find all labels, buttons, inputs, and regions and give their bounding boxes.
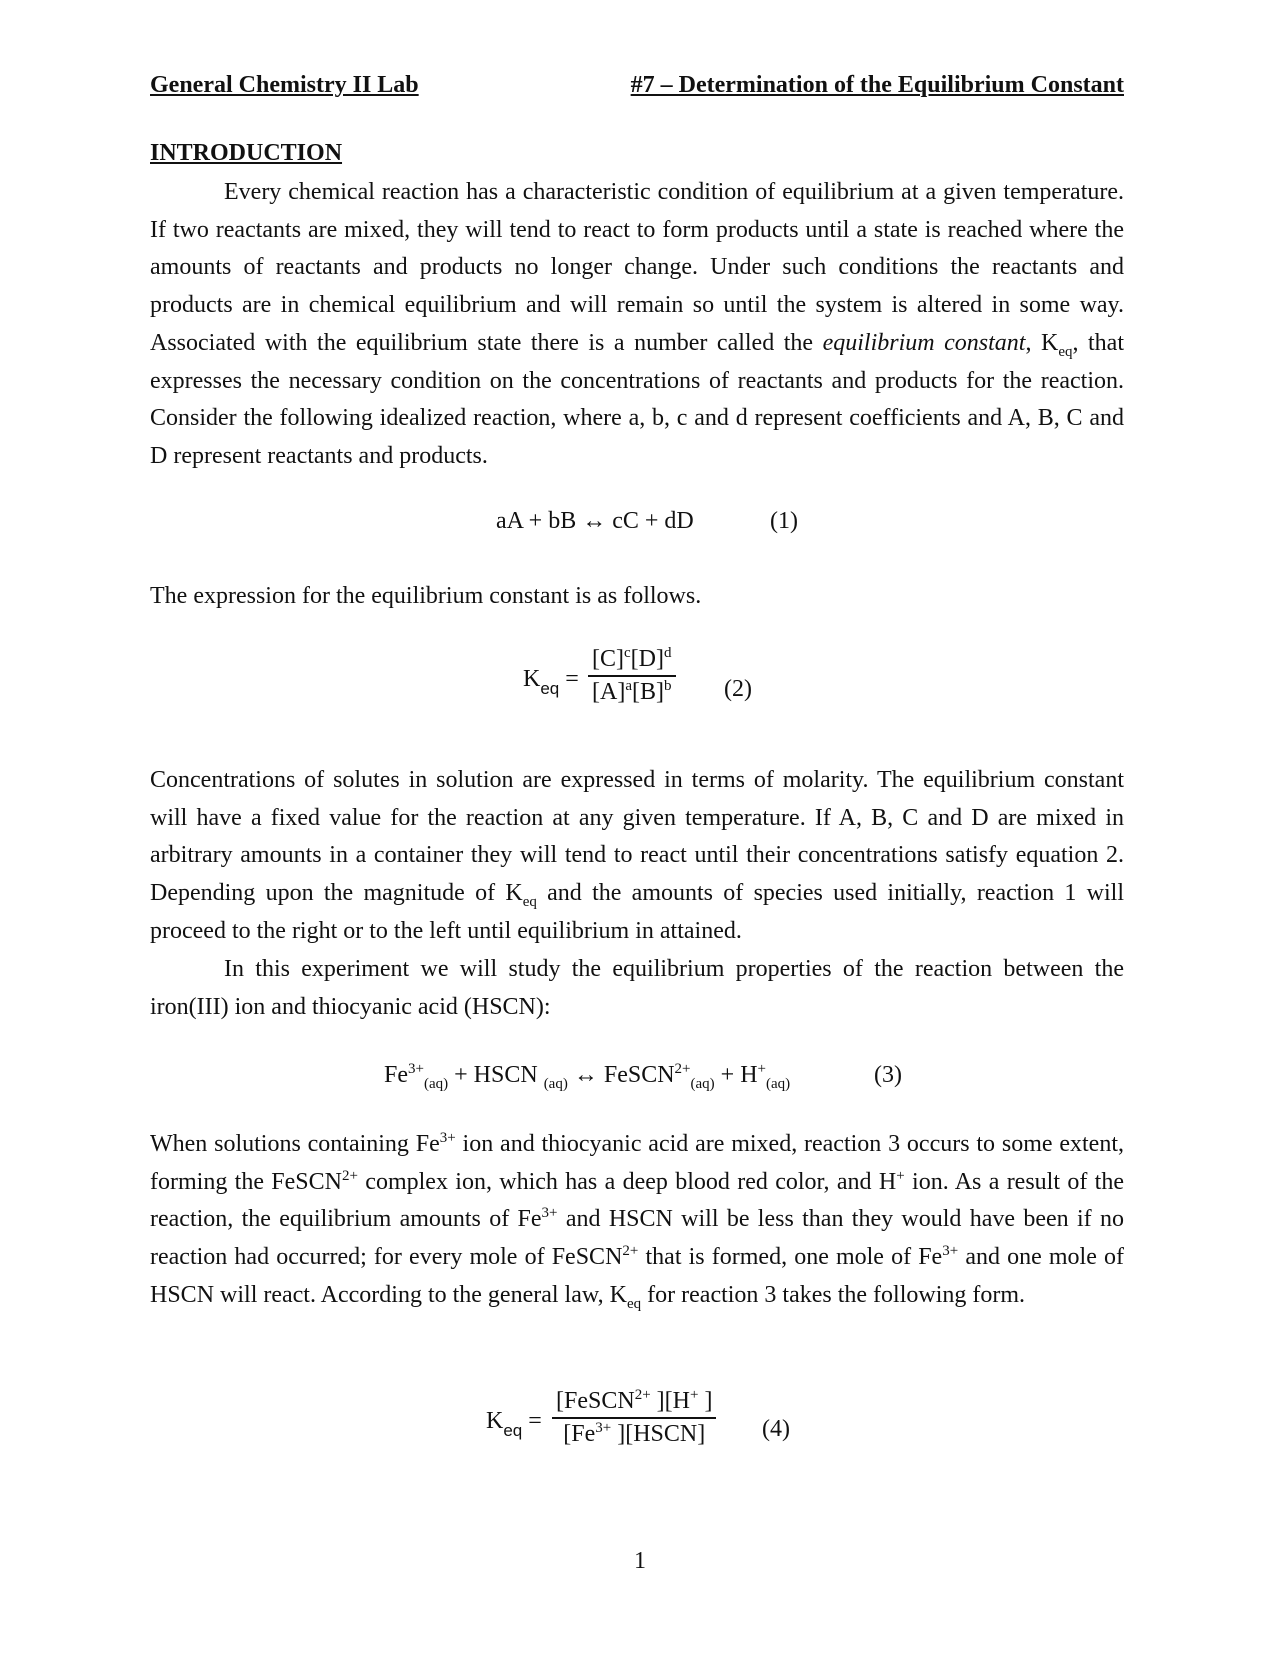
- text-run: for reaction 3 takes the following form.: [641, 1281, 1026, 1308]
- text-run: Every chemical reaction has a characteristic condition of equilibrium at a given temperature. If two reactants are mixed, they will tend to react to form products until a state is reached where the amounts of reactants and products no longer change. Under such conditions the reactants and products are in chemical equilibrium and will remain so until the system is altered in some way. Associated with the equilibrium state there is a number called the: [150, 179, 1124, 356]
- term: [B]: [632, 678, 664, 705]
- numerator: [552, 1388, 716, 1417]
- subscript: eq: [540, 679, 560, 698]
- term: + HSCN: [448, 1062, 544, 1088]
- term: ][H: [650, 1388, 690, 1414]
- paragraph: The expression for the equilibrium constant is as follows.: [150, 583, 702, 609]
- term: FeSCN: [603, 1062, 675, 1088]
- k-letter: K: [486, 1408, 504, 1434]
- equals-sign: =: [565, 666, 579, 692]
- equation-number: (3): [874, 1062, 902, 1088]
- subscript: eq: [522, 893, 537, 910]
- superscript: 3+: [408, 1061, 424, 1077]
- text-run: and the amounts of species used initially, reaction 1 will proceed to the right or to the left until equilibrium in attained.: [150, 880, 1125, 944]
- numerator: [588, 646, 676, 675]
- term: + H: [714, 1062, 758, 1088]
- text-run: and one mole of HSCN will react. According to the general law, K: [150, 1244, 1124, 1308]
- superscript: 3+: [541, 1205, 558, 1222]
- fraction: [588, 646, 676, 706]
- superscript: 3+: [439, 1130, 456, 1146]
- subscript: eq: [1058, 343, 1073, 360]
- superscript: b: [664, 677, 672, 694]
- course-title: General Chemistry II Lab: [150, 72, 419, 98]
- text-run: that is formed, one mole of Fe: [638, 1244, 943, 1271]
- paragraph: In this experiment we will study the equilibrium properties of the reaction between the iron(III) ion and thiocyanic acid (HSCN):: [150, 956, 1124, 1020]
- superscript: 3+: [942, 1243, 959, 1260]
- term: [D]: [630, 646, 664, 672]
- superscript: 2+: [622, 1243, 639, 1260]
- text-run: , that expresses the necessary condition on the concentrations of reactants and products for the reaction. Consider the following idealized reaction, where a, b, c and d represent coefficients and A, B, C and D represent reactants and products.: [150, 329, 1124, 469]
- superscript: a: [625, 677, 632, 694]
- equals-sign: =: [528, 1408, 542, 1434]
- text-run: ion and thiocyanic acid are mixed, reaction 3 occurs to some extent, forming the FeSCN: [150, 1131, 1125, 1195]
- term: [Fe: [563, 1420, 596, 1447]
- term: [FeSCN: [556, 1388, 635, 1414]
- fraction: [552, 1388, 716, 1448]
- subscript: eq: [503, 1421, 523, 1440]
- equation-1: aA + bB ↔ cC + dD: [496, 508, 694, 534]
- superscript: 2+: [674, 1061, 691, 1077]
- equation-number: (2): [724, 676, 752, 702]
- subscript: eq: [626, 1295, 642, 1312]
- keq-symbol: [486, 1408, 542, 1440]
- superscript: +: [896, 1167, 905, 1184]
- text-run: ion. As a result of the reaction, the equilibrium amounts of Fe: [150, 1168, 1124, 1233]
- page-header: [150, 72, 1124, 106]
- superscript: 3+: [595, 1419, 612, 1436]
- subscript: (aq): [543, 1075, 568, 1092]
- term: [A]: [592, 678, 626, 705]
- denominator: [588, 677, 676, 706]
- superscript: c: [624, 645, 631, 661]
- text-run: , K: [1025, 329, 1059, 356]
- equation-number: (1): [770, 508, 798, 534]
- denominator: [552, 1419, 716, 1448]
- k-letter: K: [523, 666, 541, 692]
- equation-3: [384, 1061, 791, 1092]
- section-title: INTRODUCTION: [150, 140, 343, 166]
- text-run: Concentrations of solutes in solution are expressed in terms of molarity. The equilibrium constant will have a fixed value for the reaction at any given temperature. If A, B, C and D are mixed in arbitrary amounts in a container they will tend to react until their concentrations satisfy equation 2. Depending upon the magnitude of K: [150, 767, 1124, 907]
- superscript: 2+: [342, 1167, 358, 1184]
- text-run: complex ion, which has a deep blood red color, and H: [357, 1168, 897, 1195]
- term: ]: [698, 1388, 713, 1414]
- term: [C]: [592, 646, 624, 672]
- term: Fe: [384, 1062, 408, 1088]
- paragraph: [150, 1126, 1124, 1315]
- page-number: 1: [634, 1548, 646, 1574]
- text-run: and HSCN will be less than they would have been if no reaction had occurred; for every mole of FeSCN: [150, 1206, 1124, 1271]
- term: ][HSCN]: [611, 1420, 706, 1447]
- superscript: +: [757, 1061, 766, 1077]
- intro-paragraph: [150, 174, 1124, 476]
- superscript: d: [664, 645, 672, 661]
- keq-symbol: [523, 666, 579, 698]
- lab-title: #7 – Determination of the Equilibrium Constant: [630, 72, 1124, 98]
- arrow: ↔: [567, 1062, 604, 1088]
- superscript: +: [689, 1387, 699, 1403]
- equation-number: (4): [762, 1416, 790, 1442]
- paragraph: [150, 762, 1124, 951]
- emphasis-term: equilibrium constant: [822, 329, 1026, 356]
- subscript: (aq): [690, 1075, 715, 1092]
- subscript: (aq): [766, 1075, 791, 1092]
- subscript: (aq): [423, 1075, 449, 1092]
- superscript: 2+: [634, 1387, 651, 1403]
- text-run: When solutions containing Fe: [150, 1131, 440, 1157]
